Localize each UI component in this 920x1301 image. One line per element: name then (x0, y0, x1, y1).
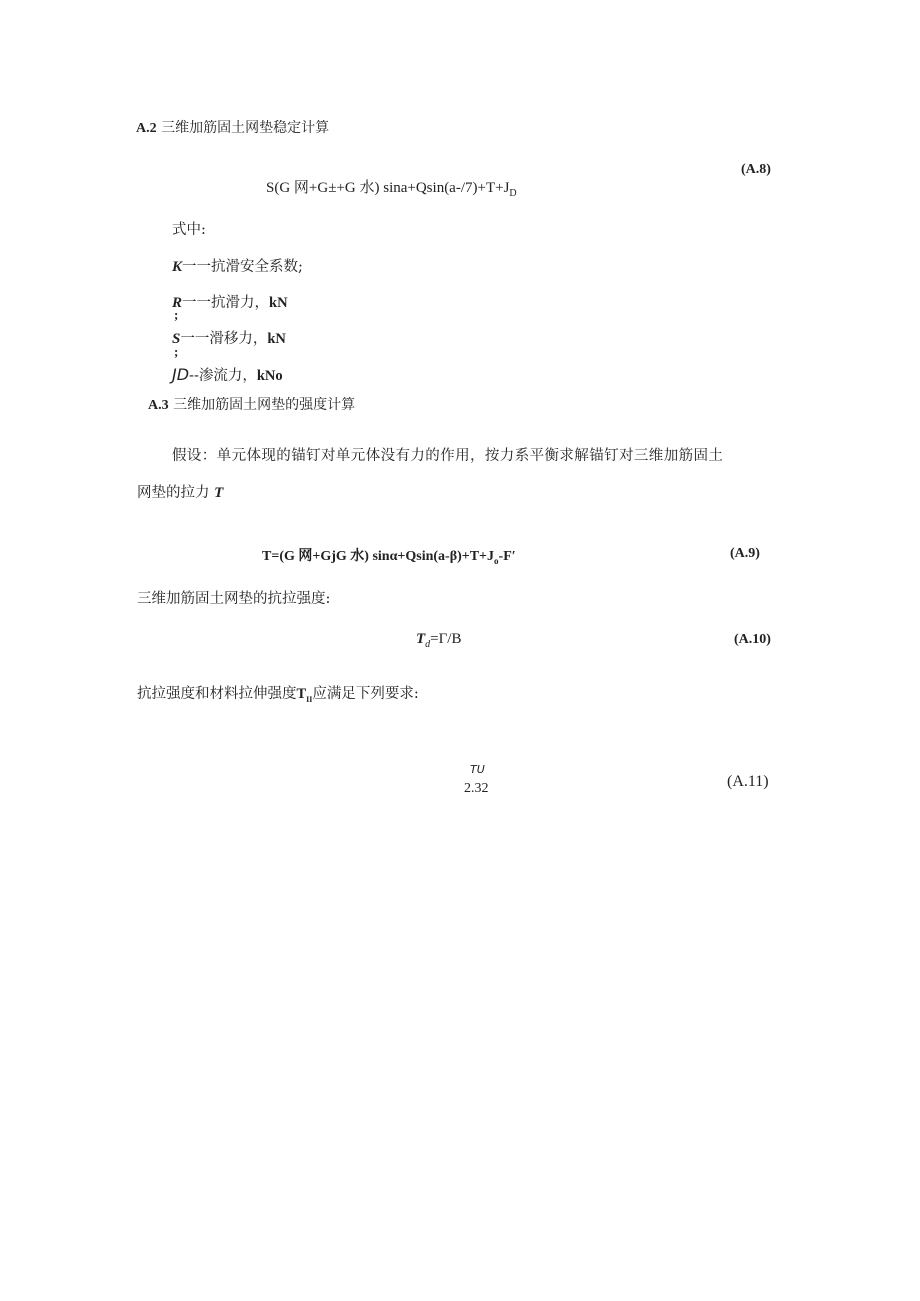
definition-jd (172, 364, 283, 385)
definition-k (172, 255, 303, 276)
requirement-line (137, 682, 419, 704)
definition-text: --渗流力， (189, 368, 257, 384)
definition-text: 一一抗滑安全系数; (182, 259, 303, 275)
equation-body: T=(G 网+GjG 水) sinα+Qsin(a-β)+T+J (262, 549, 495, 564)
where-label: 式中: (172, 222, 206, 238)
section-heading-a3 (148, 394, 355, 414)
section-title: 三维加筋固土网垫稳定计算 (161, 120, 330, 136)
equation-number-a9: (A.9) (730, 546, 760, 561)
equation-number-a11: (A.11) (727, 773, 769, 790)
equation-tail: -F′ (498, 549, 516, 564)
requirement-text: 抗拉强度和材料拉伸强度 (137, 686, 297, 702)
definition-s (172, 327, 286, 348)
definition-symbol: R (172, 295, 183, 311)
definition-text: 一一滑移力， (180, 331, 268, 347)
equation-subscript: d (425, 639, 431, 650)
semicolon-mark: ; (174, 344, 179, 359)
semicolon-mark: ; (174, 307, 179, 322)
section-number: A.3 (148, 398, 169, 413)
equation-lhs: T (416, 631, 426, 647)
definition-symbol: JD (172, 365, 190, 384)
requirement-symbol: T (296, 686, 307, 702)
definition-unit: kNo (256, 368, 283, 384)
assumption-line-1: 假设：单元体现的锚钉对单元体没有力的作用，按力系平衡求解锚钉对三维加筋固土 (172, 448, 724, 464)
equation-number-a8: (A.8) (741, 162, 771, 177)
section-number: A.2 (136, 121, 157, 136)
equation-body: S(G 网+G±+G 水) sina+Qsin(a-/7)+T+J (266, 180, 510, 196)
assumption-symbol: T (214, 485, 224, 501)
definition-unit: kN (269, 295, 288, 311)
requirement-subscript: II (306, 694, 313, 704)
assumption-text: 网垫的拉力 (137, 485, 210, 501)
equation-a8 (266, 176, 517, 199)
equation-subscript: D (509, 188, 517, 199)
tensile-strength-label: 三维加筋固土网垫的抗拉强度: (137, 591, 331, 607)
equation-rhs: =Γ/B (430, 631, 462, 647)
requirement-text-end: 应满足下列要求: (312, 686, 419, 702)
equation-a10 (416, 631, 461, 650)
equation-a11-denominator: 2.32 (464, 781, 489, 796)
definition-symbol: S (172, 331, 181, 347)
definition-symbol: K (172, 259, 183, 275)
equation-number-a10: (A.10) (734, 632, 771, 647)
section-title: 三维加筋固土网垫的强度计算 (173, 397, 356, 413)
equation-a9 (262, 545, 516, 566)
definition-unit: kN (267, 331, 286, 347)
section-heading-a2 (136, 117, 329, 137)
assumption-line-2 (137, 481, 223, 502)
equation-a11-numerator: TU (470, 763, 485, 776)
definition-r (172, 291, 288, 312)
equation-subscript: o (494, 555, 499, 566)
definition-text: 一一抗滑力， (182, 295, 270, 311)
